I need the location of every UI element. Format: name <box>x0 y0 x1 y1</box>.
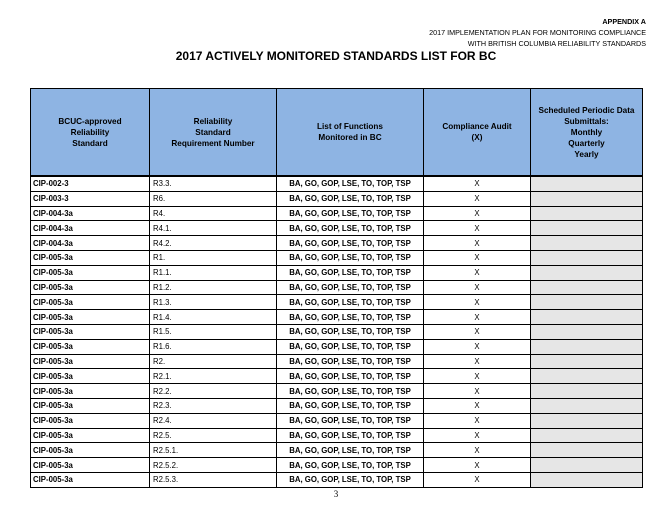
audit-cell: X <box>424 176 531 191</box>
table-row <box>31 369 643 384</box>
standard-cell: CIP-005-3a <box>31 324 150 339</box>
header-text: Reliability <box>70 127 110 137</box>
functions-cell: BA, GO, GOP, LSE, TO, TOP, TSP <box>277 428 424 443</box>
table-row <box>31 324 643 339</box>
requirement-cell: R1.3. <box>150 295 277 310</box>
table-row <box>31 443 643 458</box>
standard-cell: CIP-005-3a <box>31 265 150 280</box>
submittal-cell <box>531 413 643 428</box>
page-title: 2017 ACTIVELY MONITORED STANDARDS LIST FOR BC <box>175 49 497 63</box>
header-line-2: WITH BRITISH COLUMBIA RELIABILITY STANDARDS <box>467 39 646 48</box>
audit-cell: X <box>424 310 531 325</box>
header-text: Reliability <box>193 116 233 126</box>
requirement-cell: R4.1. <box>150 221 277 236</box>
standard-cell: CIP-005-3a <box>31 339 150 354</box>
standard-cell: CIP-005-3a <box>31 384 150 399</box>
submittal-cell <box>531 176 643 191</box>
audit-cell: X <box>424 458 531 473</box>
audit-cell: X <box>424 206 531 221</box>
table-row <box>31 295 643 310</box>
submittal-cell <box>531 339 643 354</box>
standard-cell: CIP-002-3 <box>31 176 150 191</box>
standard-cell: CIP-005-3a <box>31 354 150 369</box>
header-text: List of Functions <box>317 122 383 131</box>
submittal-cell <box>531 354 643 369</box>
standard-cell: CIP-005-3a <box>31 369 150 384</box>
submittal-cell <box>531 280 643 295</box>
audit-cell: X <box>424 339 531 354</box>
table-header-row <box>31 89 643 177</box>
table-row <box>31 339 643 354</box>
standard-cell: CIP-005-3a <box>31 310 150 325</box>
functions-cell: BA, GO, GOP, LSE, TO, TOP, TSP <box>277 384 424 399</box>
standards-table <box>30 88 643 488</box>
standard-cell: CIP-005-3a <box>31 295 150 310</box>
header-text: Scheduled Periodic Data <box>538 105 635 115</box>
requirement-cell: R2.5.2. <box>150 458 277 473</box>
audit-cell: X <box>424 428 531 443</box>
functions-cell: BA, GO, GOP, LSE, TO, TOP, TSP <box>277 250 424 265</box>
standard-cell: CIP-005-3a <box>31 472 150 487</box>
functions-cell: BA, GO, GOP, LSE, TO, TOP, TSP <box>277 369 424 384</box>
requirement-cell: R2.5. <box>150 428 277 443</box>
audit-cell: X <box>424 472 531 487</box>
requirement-cell: R1.2. <box>150 280 277 295</box>
submittal-cell <box>531 369 643 384</box>
functions-cell: BA, GO, GOP, LSE, TO, TOP, TSP <box>277 310 424 325</box>
requirement-cell: R4. <box>150 206 277 221</box>
header-text: Standard <box>72 138 108 148</box>
column-header-submittals <box>531 89 643 177</box>
audit-cell: X <box>424 236 531 251</box>
table-row <box>31 428 643 443</box>
functions-cell: BA, GO, GOP, LSE, TO, TOP, TSP <box>277 339 424 354</box>
table-row <box>31 354 643 369</box>
submittal-cell <box>531 236 643 251</box>
submittal-cell <box>531 428 643 443</box>
audit-cell: X <box>424 398 531 413</box>
header-text: Submittals: <box>564 116 609 126</box>
column-header-functions <box>277 89 424 177</box>
standard-cell: CIP-005-3a <box>31 428 150 443</box>
submittal-cell <box>531 398 643 413</box>
requirement-cell: R1.6. <box>150 339 277 354</box>
column-header-requirement <box>150 89 277 177</box>
header-text: BCUC-approved <box>58 116 122 126</box>
submittal-cell <box>531 458 643 473</box>
submittal-cell <box>531 295 643 310</box>
functions-cell: BA, GO, GOP, LSE, TO, TOP, TSP <box>277 191 424 206</box>
requirement-cell: R2.3. <box>150 398 277 413</box>
functions-cell: BA, GO, GOP, LSE, TO, TOP, TSP <box>277 413 424 428</box>
requirement-cell: R6. <box>150 191 277 206</box>
audit-cell: X <box>424 250 531 265</box>
table-row <box>31 280 643 295</box>
functions-cell: BA, GO, GOP, LSE, TO, TOP, TSP <box>277 458 424 473</box>
table-row <box>31 250 643 265</box>
submittal-cell <box>531 191 643 206</box>
submittal-cell <box>531 206 643 221</box>
requirement-cell: R4.2. <box>150 236 277 251</box>
requirement-cell: R2. <box>150 354 277 369</box>
table-row <box>31 176 643 191</box>
header-text: Yearly <box>574 149 599 159</box>
functions-cell: BA, GO, GOP, LSE, TO, TOP, TSP <box>277 280 424 295</box>
standard-cell: CIP-005-3a <box>31 250 150 265</box>
standard-cell: CIP-005-3a <box>31 458 150 473</box>
functions-cell: BA, GO, GOP, LSE, TO, TOP, TSP <box>277 176 424 191</box>
submittal-cell <box>531 324 643 339</box>
functions-cell: BA, GO, GOP, LSE, TO, TOP, TSP <box>277 236 424 251</box>
header-line-1: 2017 IMPLEMENTATION PLAN FOR MONITORING COMPLIANCE <box>429 28 646 37</box>
submittal-cell <box>531 384 643 399</box>
appendix-label: APPENDIX A <box>602 17 646 26</box>
audit-cell: X <box>424 295 531 310</box>
audit-cell: X <box>424 369 531 384</box>
table-row <box>31 458 643 473</box>
requirement-cell: R1.5. <box>150 324 277 339</box>
requirement-cell: R2.5.1. <box>150 443 277 458</box>
functions-cell: BA, GO, GOP, LSE, TO, TOP, TSP <box>277 265 424 280</box>
functions-cell: BA, GO, GOP, LSE, TO, TOP, TSP <box>277 221 424 236</box>
requirement-cell: R2.2. <box>150 384 277 399</box>
submittal-cell <box>531 310 643 325</box>
standard-cell: CIP-004-3a <box>31 221 150 236</box>
header-text: Standard <box>195 127 231 137</box>
table-row <box>31 265 643 280</box>
table-row <box>31 384 643 399</box>
header-text: Compliance Audit <box>442 122 512 131</box>
column-header-audit <box>424 89 531 177</box>
table-row <box>31 472 643 487</box>
table-row <box>31 221 643 236</box>
table-row <box>31 191 643 206</box>
audit-cell: X <box>424 221 531 236</box>
standard-cell: CIP-005-3a <box>31 398 150 413</box>
functions-cell: BA, GO, GOP, LSE, TO, TOP, TSP <box>277 354 424 369</box>
submittal-cell <box>531 472 643 487</box>
header-text: Monitored in BC <box>318 133 382 142</box>
requirement-cell: R1.1. <box>150 265 277 280</box>
submittal-cell <box>531 265 643 280</box>
header-text: Quarterly <box>568 138 605 148</box>
header-text: Requirement Number <box>171 138 255 148</box>
requirement-cell: R2.5.3. <box>150 472 277 487</box>
table-row <box>31 206 643 221</box>
audit-cell: X <box>424 324 531 339</box>
audit-cell: X <box>424 413 531 428</box>
audit-cell: X <box>424 265 531 280</box>
submittal-cell <box>531 221 643 236</box>
table-row <box>31 236 643 251</box>
submittal-cell <box>531 443 643 458</box>
functions-cell: BA, GO, GOP, LSE, TO, TOP, TSP <box>277 295 424 310</box>
standard-cell: CIP-003-3 <box>31 191 150 206</box>
table-body <box>31 176 643 487</box>
submittal-cell <box>531 250 643 265</box>
requirement-cell: R3.3. <box>150 176 277 191</box>
functions-cell: BA, GO, GOP, LSE, TO, TOP, TSP <box>277 398 424 413</box>
audit-cell: X <box>424 384 531 399</box>
standard-cell: CIP-004-3a <box>31 206 150 221</box>
audit-cell: X <box>424 280 531 295</box>
requirement-cell: R2.4. <box>150 413 277 428</box>
functions-cell: BA, GO, GOP, LSE, TO, TOP, TSP <box>277 472 424 487</box>
audit-cell: X <box>424 443 531 458</box>
standard-cell: CIP-005-3a <box>31 280 150 295</box>
table-row <box>31 310 643 325</box>
functions-cell: BA, GO, GOP, LSE, TO, TOP, TSP <box>277 443 424 458</box>
standard-cell: CIP-005-3a <box>31 443 150 458</box>
standard-cell: CIP-004-3a <box>31 236 150 251</box>
page-number: 3 <box>333 489 339 499</box>
requirement-cell: R1.4. <box>150 310 277 325</box>
column-header-standard <box>31 89 150 177</box>
table-row <box>31 398 643 413</box>
standard-cell: CIP-005-3a <box>31 413 150 428</box>
functions-cell: BA, GO, GOP, LSE, TO, TOP, TSP <box>277 206 424 221</box>
header-text: (X) <box>471 133 483 142</box>
audit-cell: X <box>424 191 531 206</box>
requirement-cell: R1. <box>150 250 277 265</box>
audit-cell: X <box>424 354 531 369</box>
header-text: Monthly <box>570 127 603 137</box>
document-header <box>429 16 646 49</box>
table-row <box>31 413 643 428</box>
functions-cell: BA, GO, GOP, LSE, TO, TOP, TSP <box>277 324 424 339</box>
requirement-cell: R2.1. <box>150 369 277 384</box>
